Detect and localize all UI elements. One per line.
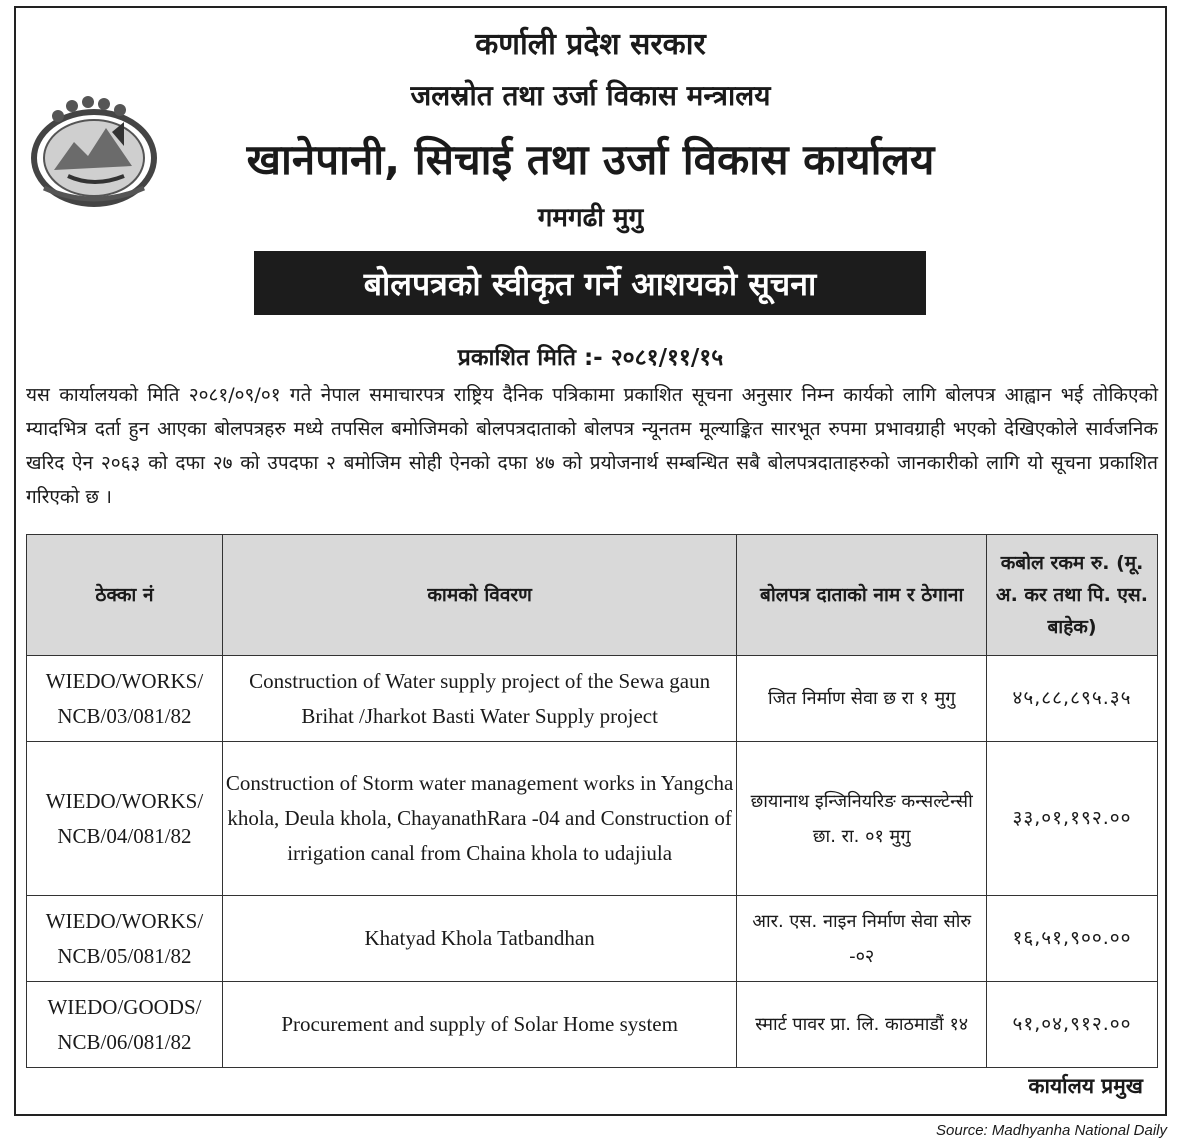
contract-no-cell: WIEDO/WORKS/ NCB/03/081/82 xyxy=(27,656,223,742)
header-contract-no: ठेक्का नं xyxy=(27,535,223,656)
bidder-cell: स्मार्ट पावर प्रा. लि. काठमाडौं १४ xyxy=(737,982,987,1068)
amount-cell: ५१,०४,९१२.०० xyxy=(987,982,1158,1068)
office-name: खानेपानी, सिचाई तथा उर्जा विकास कार्यालय xyxy=(246,135,935,184)
source-credit: Source: Madhyanha National Daily xyxy=(936,1122,1167,1139)
table-row xyxy=(27,656,1158,742)
contract-no-cell: WIEDO/WORKS/ NCB/05/081/82 xyxy=(27,896,223,982)
government-name: कर्णाली प्रदेश सरकार xyxy=(475,27,706,62)
office-location: गमगढी मुगु xyxy=(537,203,644,233)
signature-office-head: कार्यालय प्रमुख xyxy=(1028,1074,1143,1098)
table-row xyxy=(27,742,1158,896)
bid-table xyxy=(26,534,1158,1068)
description-cell: Construction of Water supply project of the Sewa gaun Brihat /Jharkot Basti Water Supply project xyxy=(222,656,736,742)
bidder-cell: जित निर्माण सेवा छ रा १ मुगु xyxy=(737,656,987,742)
table-header-row xyxy=(27,535,1158,656)
header-bidder: बोलपत्र दाताको नाम र ठेगाना xyxy=(737,535,987,656)
header-amount: कबोल रकम रु. (मू. अ. कर तथा पि. एस. बाहेक) xyxy=(987,535,1158,656)
header-description: कामको विवरण xyxy=(222,535,736,656)
description-cell: Construction of Storm water management works in Yangcha khola, Deula khola, ChayanathRara -04 and Construction of irrigation canal from Chaina khola to udajiula xyxy=(222,742,736,896)
contract-no-cell: WIEDO/WORKS/ NCB/04/081/82 xyxy=(27,742,223,896)
bidder-cell: आर. एस. नाइन निर्माण सेवा सोरु -०२ xyxy=(737,896,987,982)
table-row xyxy=(27,896,1158,982)
notice-title: बोलपत्रको स्वीकृत गर्ने आशयको सूचना xyxy=(254,251,926,315)
amount-cell: ४५,८८,८९५.३५ xyxy=(987,656,1158,742)
bidder-cell: छायानाथ इन्जिनियरिङ कन्सल्टेन्सी छा. रा. ०१ मुगु xyxy=(737,742,987,896)
description-cell: Procurement and supply of Solar Home system xyxy=(222,982,736,1068)
contract-no-cell: WIEDO/GOODS/ NCB/06/081/82 xyxy=(27,982,223,1068)
ministry-name: जलस्रोत तथा उर्जा विकास मन्त्रालय xyxy=(410,79,771,112)
table-row xyxy=(27,982,1158,1068)
description-cell: Khatyad Khola Tatbandhan xyxy=(222,896,736,982)
notice-intro: यस कार्यालयको मिति २०८१/०९/०१ गते नेपाल समाचारपत्र राष्ट्रिय दैनिक पत्रिकामा प्रकाशित सूचना अनुसार निम्न कार्यको लागि बोलपत्र आह्वान भई तोकिएको म्यादभित्र दर्ता हुन आएका बोलपत्रहरु मध्ये तपसिल बमोजिमको बोलपत्रदाताको बोलपत्र न्यूनतम मूल्याङ्कित सारभूत रुपमा प्रभावग्राही भएको देखिएकोले सार्वजनिक खरिद ऐन २०६३ को दफा २७ को उपदफा २ बमोजिम सोही ऐनको दफा ४७ को प्रयोजनार्थ सम्बन्धित सबै बोलपत्रदाताहरुको जानकारीको लागि यो सूचना प्रकाशित गरिएको छ । xyxy=(26,384,1158,508)
published-date: प्रकाशित मिति :- २०८१/११/१५ xyxy=(457,345,724,371)
amount-cell: ३३,०१,१९२.०० xyxy=(987,742,1158,896)
amount-cell: १६,५१,९००.०० xyxy=(987,896,1158,982)
